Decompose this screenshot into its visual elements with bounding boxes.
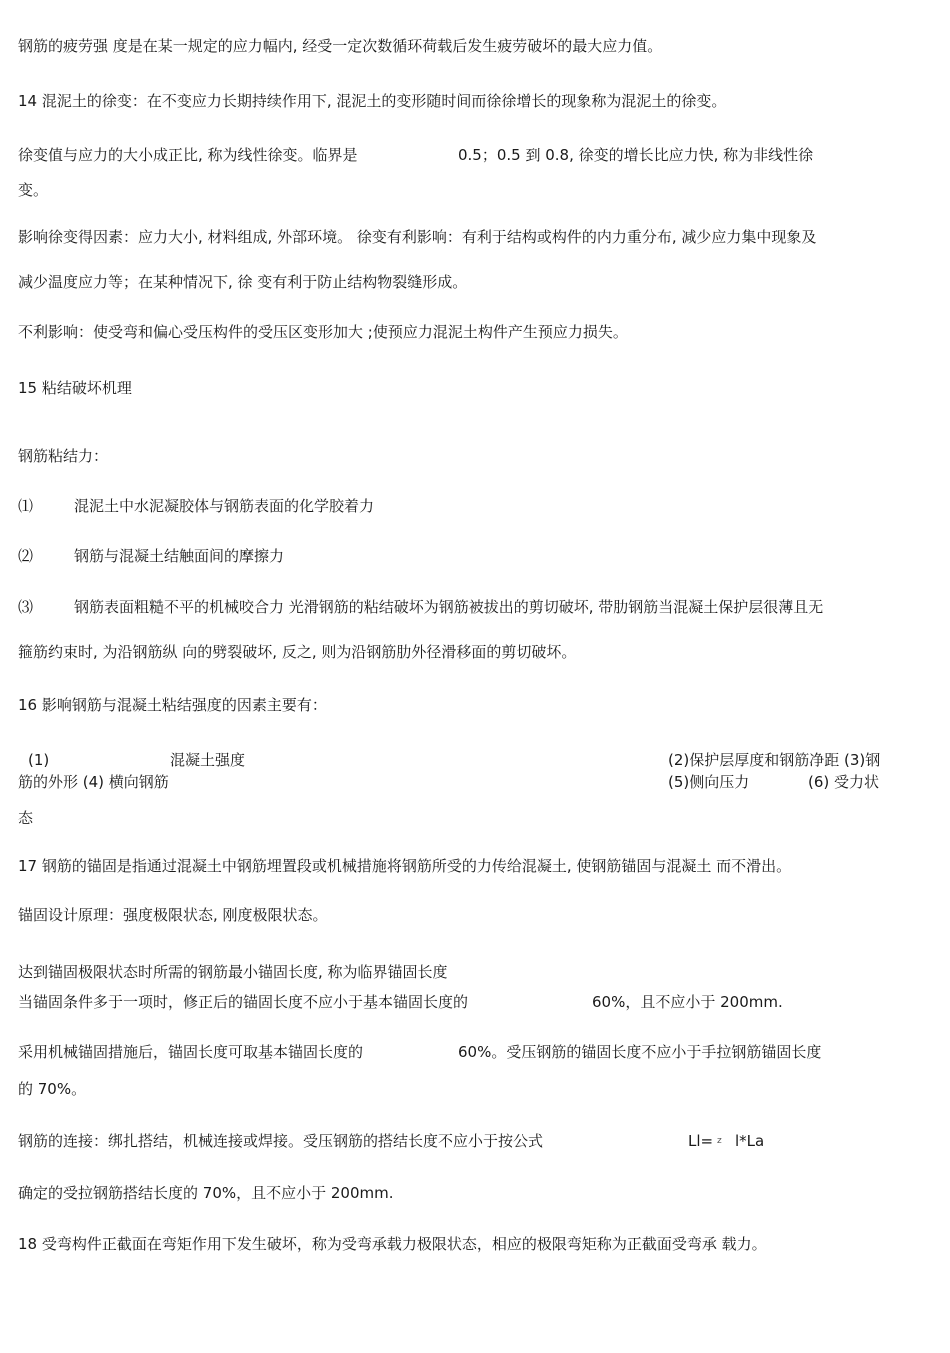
text-line: 态 [18,809,34,827]
text-line: 钢筋的疲劳强 度是在某一规定的应力幅内, 经受一定次数循环荷载后发生疲劳破坏的最大应力值。 [18,37,663,55]
text-line: 混凝土强度 [170,751,246,769]
text-line: 钢筋粘结力： [18,447,109,465]
text-line: 钢筋的连接：绑扎搭结，机械连接或焊接。受压钢筋的搭结长度不应小于按公式 [18,1132,544,1150]
section-heading: 18 受弯构件正截面在弯矩作用下发生破坏，称为受弯承载力极限状态，相应的极限弯矩称为正截面受弯承 载力。 [18,1235,767,1253]
section-heading: 17 钢筋的锚固是指通过混凝土中钢筋埋置段或机械措施将钢筋所受的力传给混凝土, 使钢筋锚固与混凝土 而不滑出。 [18,857,792,875]
text-line: 的 70%。 [18,1080,87,1098]
list-marker: ⑴ [18,497,34,515]
text-line: 箍筋约束时, 为沿钢筋纵 向的劈裂破坏, 反之, 则为沿钢筋肋外径滑移面的剪切破坏。 [18,643,577,661]
formula-subscript: z [717,1136,722,1146]
list-item: 混泥土中水泥凝胶体与钢筋表面的化学胶着力 [74,497,375,515]
list-item: 钢筋与混凝土结触面间的摩擦力 [74,547,285,565]
text-line: (2)保护层厚度和钢筋净距 (3)钢 [668,751,881,769]
list-marker: (1) [28,751,50,769]
text-line: 确定的受拉钢筋搭结长度的 70%，且不应小于 200mm. [18,1184,394,1202]
text-line: 变。 [18,181,49,199]
text-line: 0.5；0.5 到 0.8, 徐变的增长比应力快, 称为非线性徐 [458,146,814,164]
text-line: 锚固设计原理：强度极限状态, 刚度极限状态。 [18,906,328,924]
text-line: 减少温度应力等；在某种情况下, 徐 变有利于防止结构物裂缝形成。 [18,273,468,291]
section-heading: 15 粘结破坏机理 [18,379,132,397]
text-line: (5)侧向压力 [668,773,750,791]
text-line: 采用机械锚固措施后，锚固长度可取基本锚固长度的 [18,1043,364,1061]
list-marker: ⑶ [18,598,34,616]
text-line: 不利影响：使受弯和偏心受压构件的受压区变形加大 ;使预应力混泥土构件产生预应力损失。 [18,323,628,341]
text-line: 60%。受压钢筋的锚固长度不应小于手拉钢筋锚固长度 [458,1043,822,1061]
section-heading: 16 影响钢筋与混凝土粘结强度的因素主要有： [18,696,327,714]
text-line: (6) 受力状 [808,773,880,791]
list-marker: ⑵ [18,547,34,565]
text-line: 14 混泥土的徐变：在不变应力长期持续作用下, 混泥土的变形随时间而徐徐增长的现象称为混泥土的徐变。 [18,92,727,110]
text-line: 筋的外形 (4) 横向钢筋 [18,773,169,791]
text-line: 当锚固条件多于一项时，修正后的锚固长度不应小于基本锚固长度的 [18,993,469,1011]
text-line: 达到锚固极限状态时所需的钢筋最小锚固长度, 称为临界锚固长度 [18,963,448,981]
formula-text: l*La [735,1132,765,1150]
text-line: 影响徐变得因素：应力大小, 材料组成, 外部环境。 徐变有利影响：有利于结构或构件的内力重分布, 减少应力集中现象及 [18,228,817,246]
list-item: 钢筋表面粗糙不平的机械咬合力 光滑钢筋的粘结破坏为钢筋被拔出的剪切破坏, 带肋钢筋当混凝土保护层很薄且无 [74,598,824,616]
text-line: 60%，且不应小于 200mm. [592,993,783,1011]
formula-text: Ll= [688,1132,714,1150]
text-line: 徐变值与应力的大小成正比, 称为线性徐变。临界是 [18,146,358,164]
